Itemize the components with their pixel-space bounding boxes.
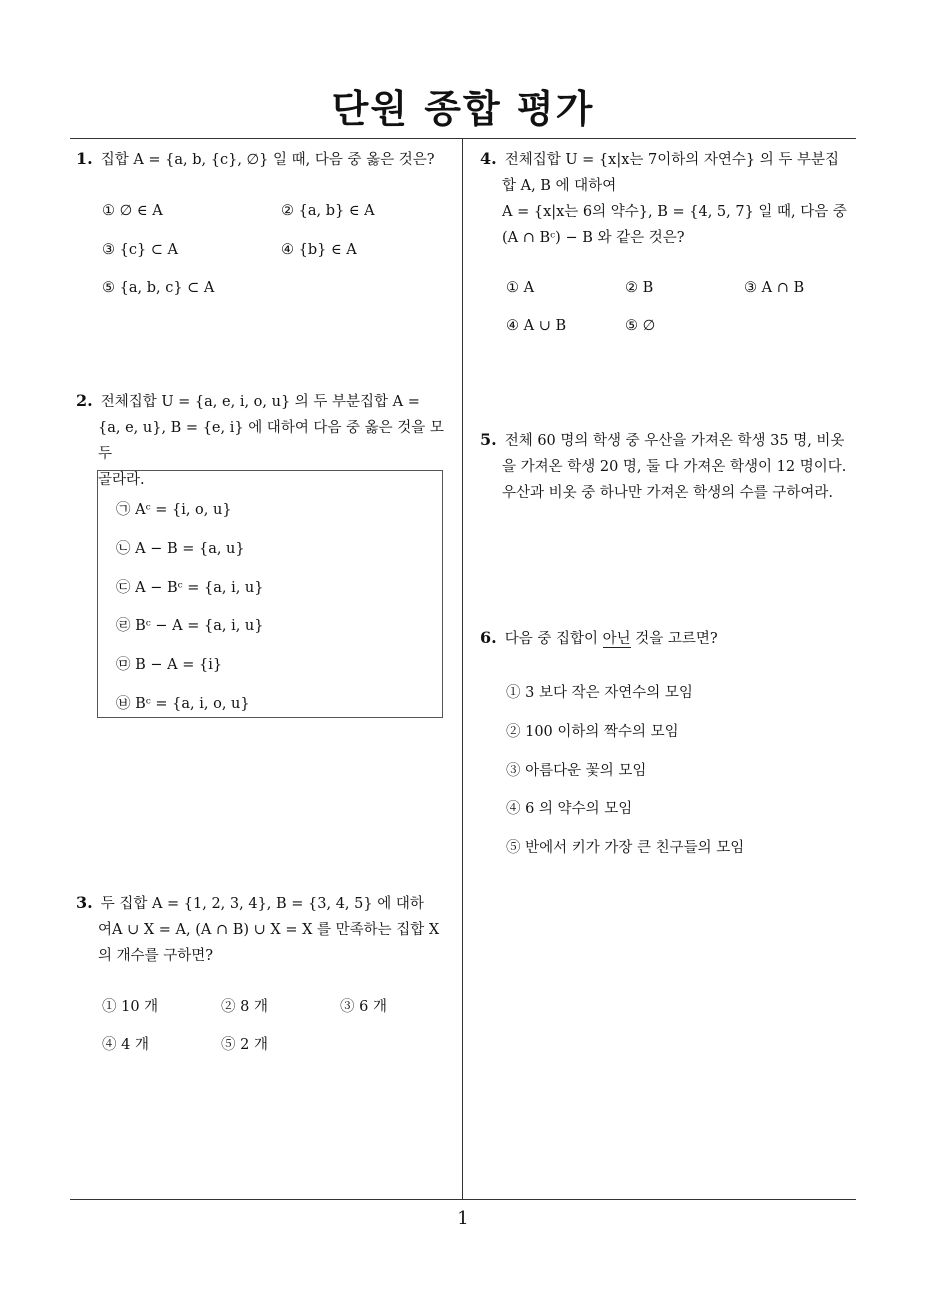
question-6 (480, 625, 860, 652)
q2-box-item: ㉣ Bᶜ − A = {a, i, u} (116, 618, 264, 634)
q4-option-3[interactable]: ③ A ∩ B (744, 280, 805, 296)
question-3 (76, 890, 456, 969)
question-number: 2. (76, 391, 93, 410)
q6-option-3[interactable]: ③ 아름다운 꽃의 모임 (506, 763, 647, 779)
question-text: 집합 A = {a, b, {c}, ∅} 일 때, 다음 중 옳은 것은? (100, 152, 435, 168)
q3-option-2[interactable]: ② 8 개 (221, 999, 268, 1015)
question-line-2: 여A ∪ X = A, (A ∩ B) ∪ X = X 를 만족하는 집합 X (98, 922, 440, 938)
question-line-3: 의 개수를 구하면? (98, 948, 214, 964)
q2-box-item: ㉥ Bᶜ = {a, i, o, u} (116, 696, 250, 712)
q3-option-1[interactable]: ① 10 개 (102, 999, 159, 1015)
q4-option-5[interactable]: ⑤ ∅ (625, 318, 656, 334)
page-number: 1 (457, 1208, 469, 1229)
question-number: 3. (76, 893, 93, 912)
q3-option-5[interactable]: ⑤ 2 개 (221, 1037, 268, 1053)
bottom-rule (70, 1199, 856, 1200)
question-5 (480, 427, 860, 506)
q6-option-1[interactable]: ① 3 보다 작은 자연수의 모임 (506, 685, 693, 701)
question-number: 6. (480, 628, 497, 647)
q2-box-item: ㉤ B − A = {i} (116, 657, 223, 673)
q4-option-4[interactable]: ④ A ∪ B (506, 318, 567, 334)
question-line-1: 전체집합 U = {a, e, i, o, u} 의 두 부분집합 A = (100, 394, 420, 410)
q1-option-3[interactable]: ③ {c} ⊂ A (102, 242, 179, 258)
question-line-2: 을 가져온 학생 20 명, 둘 다 가져온 학생이 12 명이다. (502, 459, 847, 475)
q3-option-3[interactable]: ③ 6 개 (340, 999, 387, 1015)
q2-box-item: ㉢ A − Bᶜ = {a, i, u} (116, 580, 264, 596)
q3-option-4[interactable]: ④ 4 개 (102, 1037, 149, 1053)
q1-option-1[interactable]: ① ∅ ∈ A (102, 203, 163, 219)
question-line-2: 합 A, B 에 대하여 (502, 178, 617, 194)
q4-option-2[interactable]: ② B (625, 280, 654, 296)
question-text: 다음 중 집합이 (504, 631, 603, 647)
question-line-3: 골라라. (98, 472, 145, 488)
question-text-end: 것을 고르면? (630, 631, 718, 647)
question-line-1: 전체집합 U = {x|x는 7이하의 자연수} 의 두 부분집 (504, 152, 839, 168)
question-1 (76, 146, 456, 173)
q1-option-4[interactable]: ④ {b} ∈ A (281, 242, 357, 258)
question-line-3: 우산과 비옷 중 하나만 가져온 학생의 수를 구하여라. (502, 485, 834, 501)
question-line-4: (A ∩ Bᶜ) − B 와 같은 것은? (502, 230, 685, 246)
q6-option-2[interactable]: ② 100 이하의 짝수의 모임 (506, 724, 679, 740)
question-4 (480, 146, 860, 251)
q4-option-1[interactable]: ① A (506, 280, 535, 296)
column-divider (462, 139, 463, 1200)
q6-option-4[interactable]: ④ 6 의 약수의 모임 (506, 801, 633, 817)
question-number: 5. (480, 430, 497, 449)
q2-box-item: ㉠ Aᶜ = {i, o, u} (116, 502, 232, 518)
page-title: 단원 종합 평가 (331, 87, 595, 131)
question-number: 4. (480, 149, 497, 168)
question-line-1: 전체 60 명의 학생 중 우산을 가져온 학생 35 명, 비옷 (504, 433, 845, 449)
top-rule (70, 138, 856, 139)
question-line-3: A = {x|x는 6의 약수}, B = {4, 5, 7} 일 때, 다음 중 (502, 204, 847, 220)
question-number: 1. (76, 149, 93, 168)
q1-option-5[interactable]: ⑤ {a, b, c} ⊂ A (102, 280, 215, 296)
underlined-word: 아닌 (602, 631, 631, 647)
question-line-1: 두 집합 A = {1, 2, 3, 4}, B = {3, 4, 5} 에 대하 (100, 896, 424, 912)
q1-option-2[interactable]: ② {a, b} ∈ A (281, 203, 375, 219)
q2-box-item: ㉡ A − B = {a, u} (116, 541, 245, 557)
q6-option-5[interactable]: ⑤ 반에서 키가 가장 큰 친구들의 모임 (506, 840, 745, 856)
q2-choice-box (97, 470, 443, 718)
question-line-2: {a, e, u}, B = {e, i} 에 대하여 다음 중 옳은 것을 모두 (98, 420, 444, 462)
